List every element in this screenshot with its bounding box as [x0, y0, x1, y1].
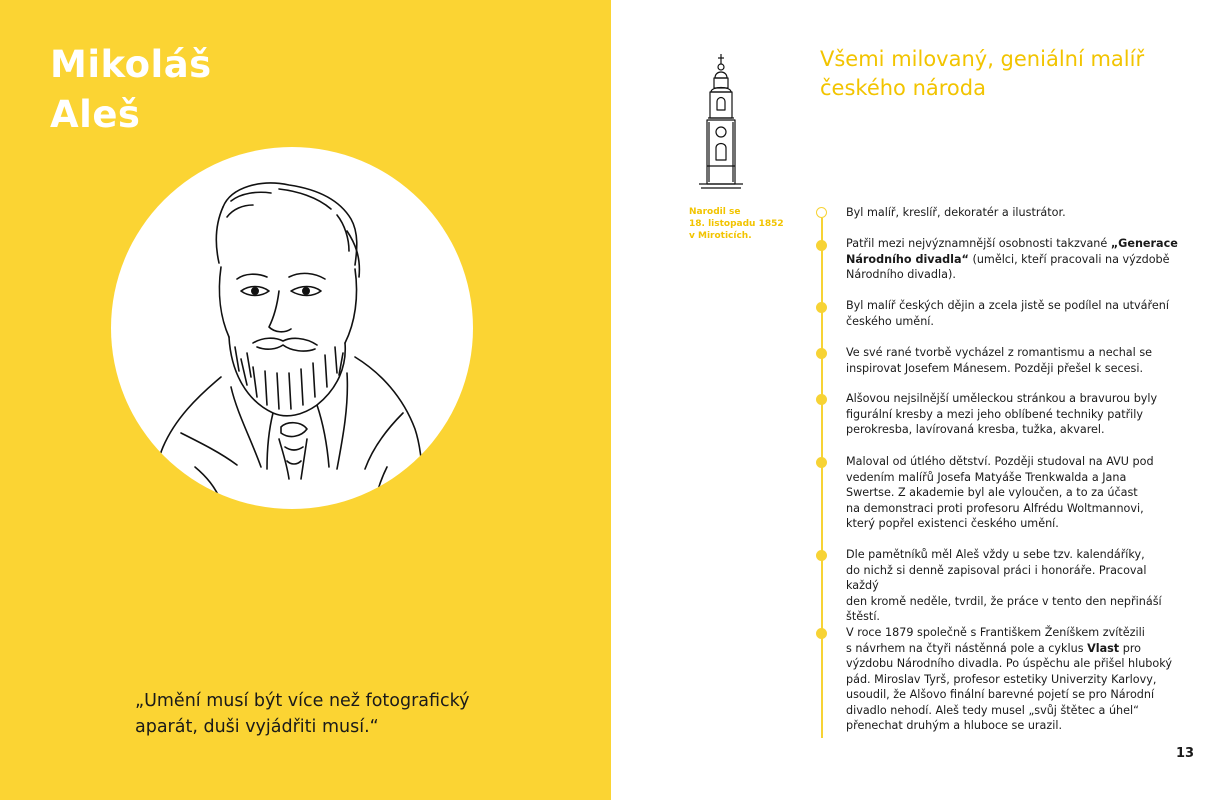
timeline-text: den kromě neděle, tvrdil, že práce v tento den nepřináší: [846, 594, 1162, 608]
timeline-text: V roce 1879 společně s Františkem Ženíškem zvítězili: [846, 626, 1145, 639]
heading-line-2: českého národa: [820, 76, 986, 100]
timeline-dot: [816, 394, 827, 405]
timeline-item: [846, 345, 1181, 376]
timeline-item: [846, 547, 1181, 625]
timeline-text: perokresba, lavírovaná kresba, tužka, akvarel.: [846, 423, 1105, 436]
timeline-dot: [816, 302, 827, 313]
timeline-item: [846, 625, 1181, 734]
timeline-bold-text: „Generace: [1110, 237, 1178, 250]
timeline-text: (umělci, kteří pracovali na výzdobě: [968, 252, 1170, 266]
timeline-text: výzdobu Národního divadla. Po úspěchu ale přišel hluboký: [846, 657, 1172, 670]
birth-line-1: Narodil se: [689, 207, 741, 217]
page-title: [50, 40, 212, 140]
quote: [135, 688, 555, 740]
timeline-bold-text: Národního divadla“: [846, 252, 969, 266]
portrait-illustration: [111, 147, 473, 509]
timeline-text: s návrhem na čtyři nástěnná pole a cyklus: [846, 641, 1088, 655]
timeline-dot: [816, 550, 827, 561]
timeline-text: Maloval od útlého dětství. Později studoval na AVU pod: [846, 455, 1154, 468]
timeline-text: štěstí.: [846, 610, 880, 623]
timeline-item: [846, 454, 1181, 532]
timeline-line: [821, 218, 823, 738]
timeline-item: [846, 391, 1181, 438]
timeline-item: [846, 205, 1181, 221]
left-page: [0, 0, 611, 800]
quote-line-1: „Umění musí být více než fotografický: [135, 691, 470, 711]
quote-line-2: aparát, duši vyjádřiti musí.“: [135, 717, 379, 737]
timeline-dot: [816, 457, 827, 468]
timeline-text: vedením malířů Josefa Matyáše Trenkwalda a Jana: [846, 470, 1127, 484]
timeline-text: přenechat druhým a hluboce se urazil.: [846, 719, 1063, 732]
section-heading: [820, 45, 1200, 103]
timeline-text: Patřil mezi nejvýznamnější osobnosti takzvané: [846, 237, 1111, 250]
heading-line-1: Všemi milovaný, geniální malíř: [820, 47, 1145, 71]
timeline-text: Národního divadla).: [846, 268, 956, 281]
name-line-1: Mikoláš: [50, 43, 212, 86]
portrait-drawing: [111, 147, 473, 509]
timeline-text: který popřel existenci českého umění.: [846, 517, 1059, 530]
timeline-text: Ve své rané tvorbě vycházel z romantismu a nechal se: [846, 346, 1153, 359]
page-number: 13: [1176, 746, 1195, 761]
timeline-dot: [816, 348, 827, 359]
timeline-text: inspirovat Josefem Mánesem. Později přešel k secesi.: [846, 361, 1143, 375]
timeline-text: figurální kresby a mezi jeho oblíbené techniky patřily: [846, 407, 1144, 421]
name-line-2: Aleš: [50, 93, 141, 136]
timeline-text: Byl malíř, kreslíř, dekoratér a ilustrátor.: [846, 206, 1066, 219]
timeline-text: na demonstraci proti profesoru Alfrédu Woltmannovi,: [846, 501, 1144, 515]
timeline-dot: [816, 207, 827, 218]
timeline-text: do nichž si denně zapisoval práci i honoráře. Pracoval každý: [846, 563, 1147, 592]
timeline-text: Dle pamětníků měl Aleš vždy u sebe tzv. kalendáříky,: [846, 548, 1145, 561]
timeline-bold-text: Vlast: [1087, 641, 1120, 655]
timeline-text: pád. Miroslav Tyrš, profesor estetiky Univerzity Karlovy,: [846, 672, 1157, 686]
timeline-dot: [816, 628, 827, 639]
timeline-text: Byl malíř českých dějin a zcela jistě se podílel na utváření: [846, 299, 1169, 312]
timeline-text: Alšovou nejsilnější uměleckou stránkou a bravurou byly: [846, 392, 1158, 405]
birth-note: [689, 206, 789, 242]
timeline-dot: [816, 240, 827, 251]
timeline-item: [846, 236, 1181, 283]
timeline-text: českého umění.: [846, 314, 934, 328]
birth-line-2: 18. listopadu 1852: [689, 219, 784, 229]
timeline-text: pro: [1119, 641, 1142, 655]
church-tower-illustration: [693, 52, 749, 196]
timeline-item: [846, 298, 1181, 329]
timeline-text: usoudil, že Alšovo finální barevné pojetí se pro Národní: [846, 688, 1155, 701]
birth-line-3: v Miroticích.: [689, 231, 752, 241]
timeline-text: divadlo nehodí. Aleš tedy musel „svůj štětec a úhel“: [846, 703, 1139, 717]
timeline-text: Swertse. Z akademie byl ale vyloučen, a to za účast: [846, 486, 1138, 499]
